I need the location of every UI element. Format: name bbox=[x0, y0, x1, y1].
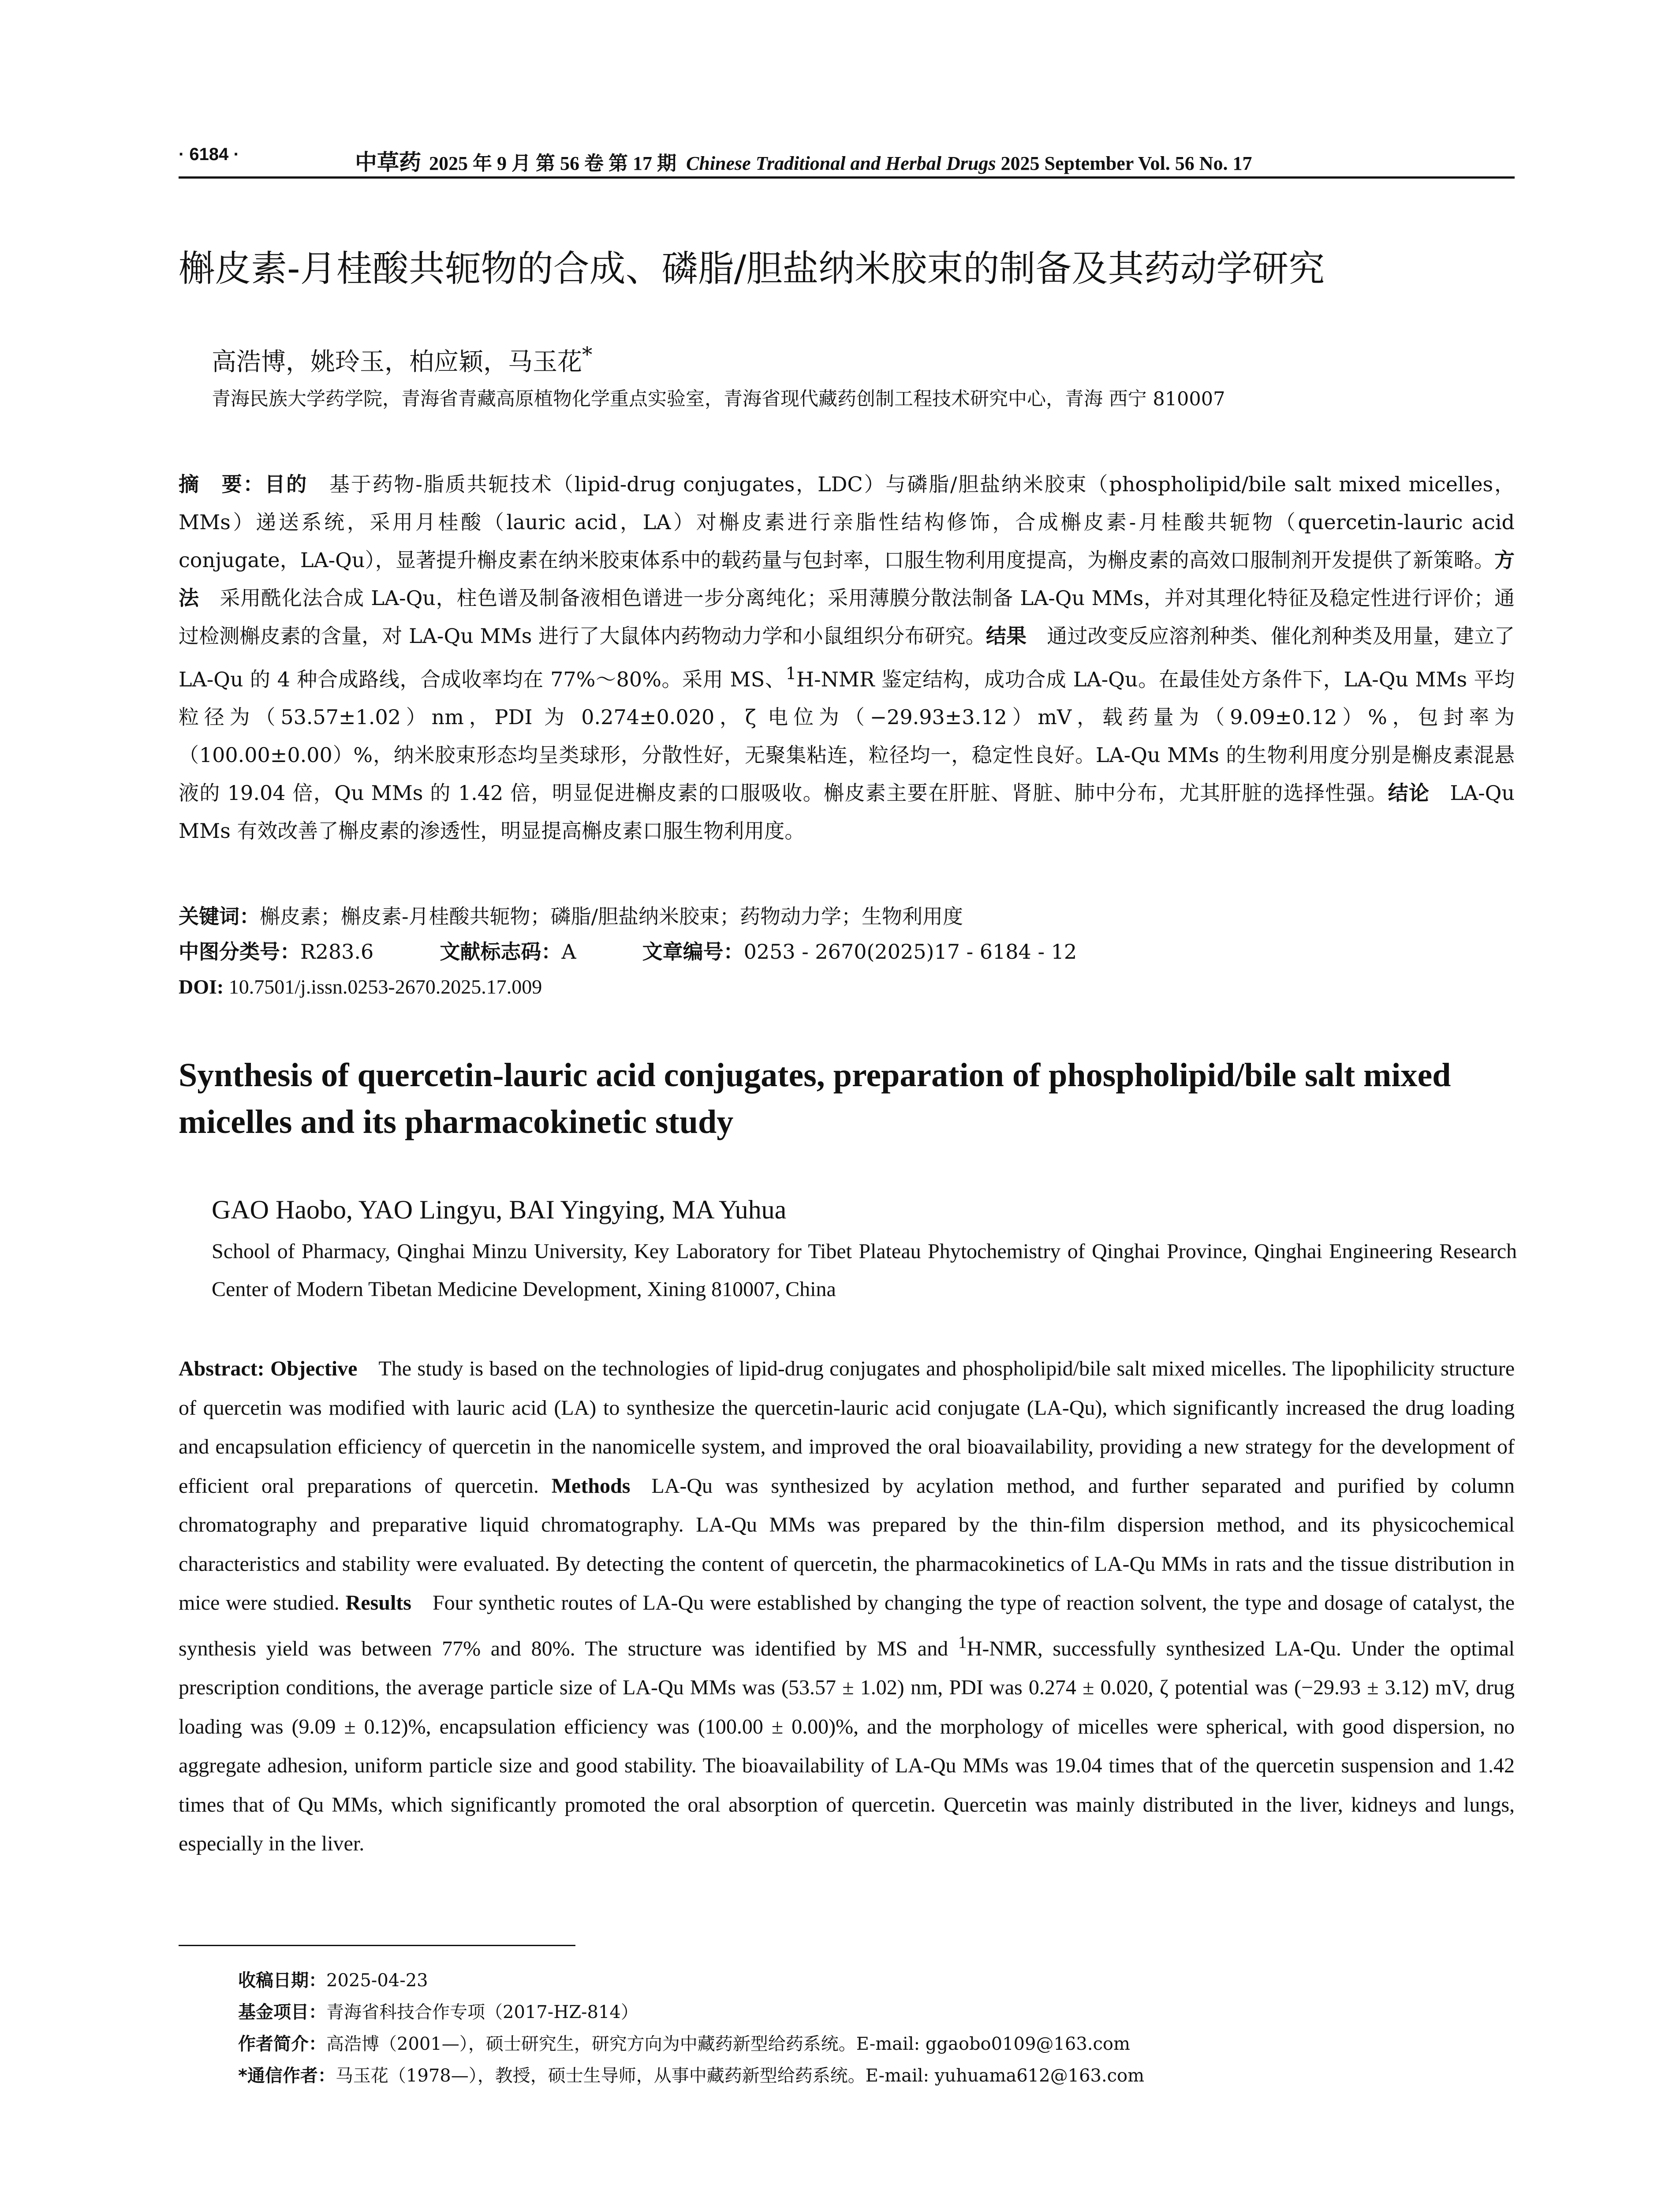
bio-text: 高浩博（2001—），硕士研究生，研究方向为中藏药新型给药系统。E-mail: ggaobo0109@163.com bbox=[326, 2034, 1130, 2054]
received-label: 收稿日期： bbox=[238, 1970, 326, 1991]
conclusion-text-cn: LA-Qu MMs 有效改善了槲皮素的渗透性，明显提高槲皮素口服生物利用度。 bbox=[179, 781, 1515, 843]
journal-name-en: Chinese Traditional and Herbal Drugs bbox=[686, 153, 996, 174]
methods-label-en: Methods bbox=[551, 1474, 631, 1498]
methods-text-en: LA-Qu was synthesized by acylation method, and further separated and purified by column chromatography and preparative liquid chromatography. LA-Qu MMs was prepared by the thin-film dispersion method, and its physicochemical characteristics and stability were evaluated. By detecting the content of quercetin, the pharmacokinetics of LA-Qu MMs in rats and the tissue distribution in mice were studied. bbox=[179, 1474, 1515, 1615]
doccode-label: 文献标志码： bbox=[440, 940, 562, 964]
objective-text-cn: 基于药物-脂质共轭技术（lipid-drug conjugates，LDC）与磷脂/胆盐纳米胶束（phospholipid/bile salt mixed micelles，MMs）递送系统，采用月桂酸（lauric acid，LA）对槲皮素进行亲脂性结构修饰，合成槲皮素-月桂酸共轭物（quercetin-lauric acid conjugate，LA-Qu），显著提升槲皮素在纳米胶束体系中的载药量与包封率，口服生物利用度提高，为槲皮素的高效口服制剂开发提供了新策略。 bbox=[179, 472, 1515, 572]
footnote-fund bbox=[238, 1996, 1517, 2028]
superscript-1: 1 bbox=[785, 664, 796, 684]
corr-label: *通信作者： bbox=[238, 2066, 336, 2086]
received-date: 2025-04-23 bbox=[326, 1970, 428, 1991]
authors-en: GAO Haobo, YAO Lingyu, BAI Yingying, MA Yuhua bbox=[212, 1195, 787, 1224]
issue-cn: 2025 年 9 月 第 56 卷 第 17 期 bbox=[429, 153, 676, 174]
corr-text: 马玉花（1978—），教授，硕士生导师，从事中藏药新型给药系统。E-mail: yuhuama612@163.com bbox=[335, 2066, 1145, 2086]
superscript-1-en: 1 bbox=[958, 1632, 967, 1652]
corresponding-mark: * bbox=[582, 343, 593, 367]
footnote-corresponding bbox=[238, 2060, 1517, 2092]
fund-text: 青海省科技合作专项（2017-HZ-814） bbox=[326, 2002, 638, 2022]
article-no-label: 文章编号： bbox=[642, 940, 744, 964]
title-en: Synthesis of quercetin-lauric acid conjugates, preparation of phospholipid/bile salt mixed micelles and its pharmacokinetic study bbox=[179, 1057, 1451, 1140]
methods-label-cn: 方法 bbox=[179, 548, 1515, 610]
results-text-en: Four synthetic routes of LA-Qu were established by changing the type of reaction solvent, the type and dosage of catalyst, the synthesis yield was between 77% and 80%. The structure was identified by MS and bbox=[179, 1591, 1515, 1660]
footnotes bbox=[238, 1965, 1517, 2092]
doi-link[interactable]: 10.7501/j.issn.0253-2670.2025.17.009 bbox=[228, 975, 542, 998]
abstract-label-cn: 摘 要： bbox=[179, 472, 265, 496]
classification-line bbox=[179, 937, 1077, 966]
keywords-text: 槲皮素；槲皮素-月桂酸共轭物；磷脂/胆盐纳米胶束；药物动力学；生物利用度 bbox=[260, 904, 963, 928]
objective-label-en: Objective bbox=[270, 1357, 358, 1380]
abstract-en bbox=[179, 1349, 1515, 1864]
clc-label: 中图分类号： bbox=[179, 940, 300, 964]
doi-line bbox=[179, 972, 542, 1002]
abstract-cn bbox=[179, 465, 1515, 850]
authors-cn-names: 高浩博，姚玲玉，柏应颖，马玉花 bbox=[212, 348, 582, 377]
footnote-received bbox=[238, 1965, 1517, 1996]
methods-text-cn: 采用酰化法合成 LA-Qu，柱色谱及制备液相色谱进一步分离纯化；采用薄膜分散法制备 LA-Qu MMs，并对其理化特征及稳定性进行评价；通过检测槲皮素的含量，对 LA-Qu MMs 进行了大鼠体内药物动力学和小鼠组织分布研究。 bbox=[179, 586, 1515, 648]
affiliation-cn: 青海民族大学药学院，青海省青藏高原植物化学重点实验室，青海省现代藏药创制工程技术研究中心，青海 西宁 810007 bbox=[212, 388, 1225, 410]
keywords-cn bbox=[179, 902, 963, 931]
results-text-cn: 通过改变反应溶剂种类、催化剂种类及用量，建立了 LA-Qu 的 4 种合成路线，合成收率均在 77%～80%。采用 MS、 bbox=[179, 624, 1515, 691]
journal-name-cn: 中草药 bbox=[355, 149, 421, 175]
doi-label: DOI: bbox=[179, 975, 224, 998]
article-no-value: 0253 - 2670(2025)17 - 6184 - 12 bbox=[743, 940, 1077, 964]
conclusion-label-cn: 结论 bbox=[1388, 781, 1430, 805]
keywords-label: 关键词： bbox=[179, 904, 260, 928]
abstract-label-en: Abstract: bbox=[179, 1357, 265, 1380]
page-number: · 6184 · bbox=[179, 145, 239, 164]
footnote-bio bbox=[238, 2028, 1517, 2060]
results-text-cn-cont: H-NMR 鉴定结构，成功合成 LA-Qu。在最佳处方条件下，LA-Qu MMs 平均粒径为（53.57±1.02）nm，PDI 为 0.274±0.020，ζ 电位为（−29.93±3.12）mV，载药量为（9.09±0.12）%，包封率为（100.00±0.00）%，纳米胶束形态均呈类球形，分散性好，无聚集粘连，粒径均一，稳定性良好。LA-Qu MMs 的生物利用度分别是槲皮素混悬液的 19.04 倍，Qu MMs 的 1.42 倍，明显促进槲皮素的口服吸收。槲皮素主要在肝脏、肾脏、肺中分布，尤其肝脏的选择性强。 bbox=[179, 667, 1515, 805]
objective-text-en: The study is based on the technologies of lipid-drug conjugates and phospholipid/bile salt mixed micelles. The lipophilicity structure of quercetin was modified with lauric acid (LA) to synthesize the quercetin-lauric acid conjugate (LA-Qu), which significantly increased the drug loading and encapsulation efficiency of quercetin in the nanomicelle system, and improved the oral bioavailability, providing a new strategy for the development of efficient oral preparations of quercetin. bbox=[179, 1357, 1515, 1498]
title-cn: 槲皮素-月桂酸共轭物的合成、磷脂/胆盐纳米胶束的制备及其药动学研究 bbox=[179, 248, 1325, 290]
footnote-rule bbox=[179, 1945, 575, 1946]
authors-cn bbox=[212, 340, 592, 378]
results-label-cn: 结果 bbox=[986, 624, 1027, 648]
results-label-en: Results bbox=[345, 1591, 411, 1615]
results-text-en-cont: H-NMR, successfully synthesized LA-Qu. Under the optimal prescription conditions, the average particle size of LA-Qu MMs was (53.57 ± 1.02) nm, PDI was 0.274 ± 0.020, ζ potential was (−29.93 ± 3.12) mV, drug loading was (9.09 ± 0.12)%, encapsulation efficiency was (100.00 ± 0.00)%, and the morphology of micelles were spherical, with good dispersion, no aggregate adhesion, uniform particle size and good stability. The bioavailability of LA-Qu MMs was 19.04 times that of the quercetin suspension and 1.42 times that of Qu MMs, which significantly promoted the oral absorption of quercetin. Quercetin was mainly distributed in the liver, kidneys and lungs, especially in the liver. bbox=[179, 1637, 1515, 1855]
issue-en: 2025 September Vol. 56 No. 17 bbox=[1001, 153, 1252, 174]
doccode-value: A bbox=[561, 940, 576, 964]
bio-label: 作者简介： bbox=[238, 2034, 326, 2054]
journal-citation bbox=[355, 145, 1252, 176]
header-rule bbox=[179, 176, 1515, 179]
objective-label-cn: 目的 bbox=[265, 472, 308, 496]
running-header bbox=[179, 140, 1515, 176]
fund-label: 基金项目： bbox=[238, 2002, 326, 2022]
clc-value: R283.6 bbox=[300, 940, 374, 964]
affiliation-en: School of Pharmacy, Qinghai Minzu University, Key Laboratory for Tibet Plateau Phytochemistry of Qinghai Province, Qinghai Engineering Research Center of Modern Tibetan Medicine Development, Xining 810007, China bbox=[212, 1240, 1517, 1301]
